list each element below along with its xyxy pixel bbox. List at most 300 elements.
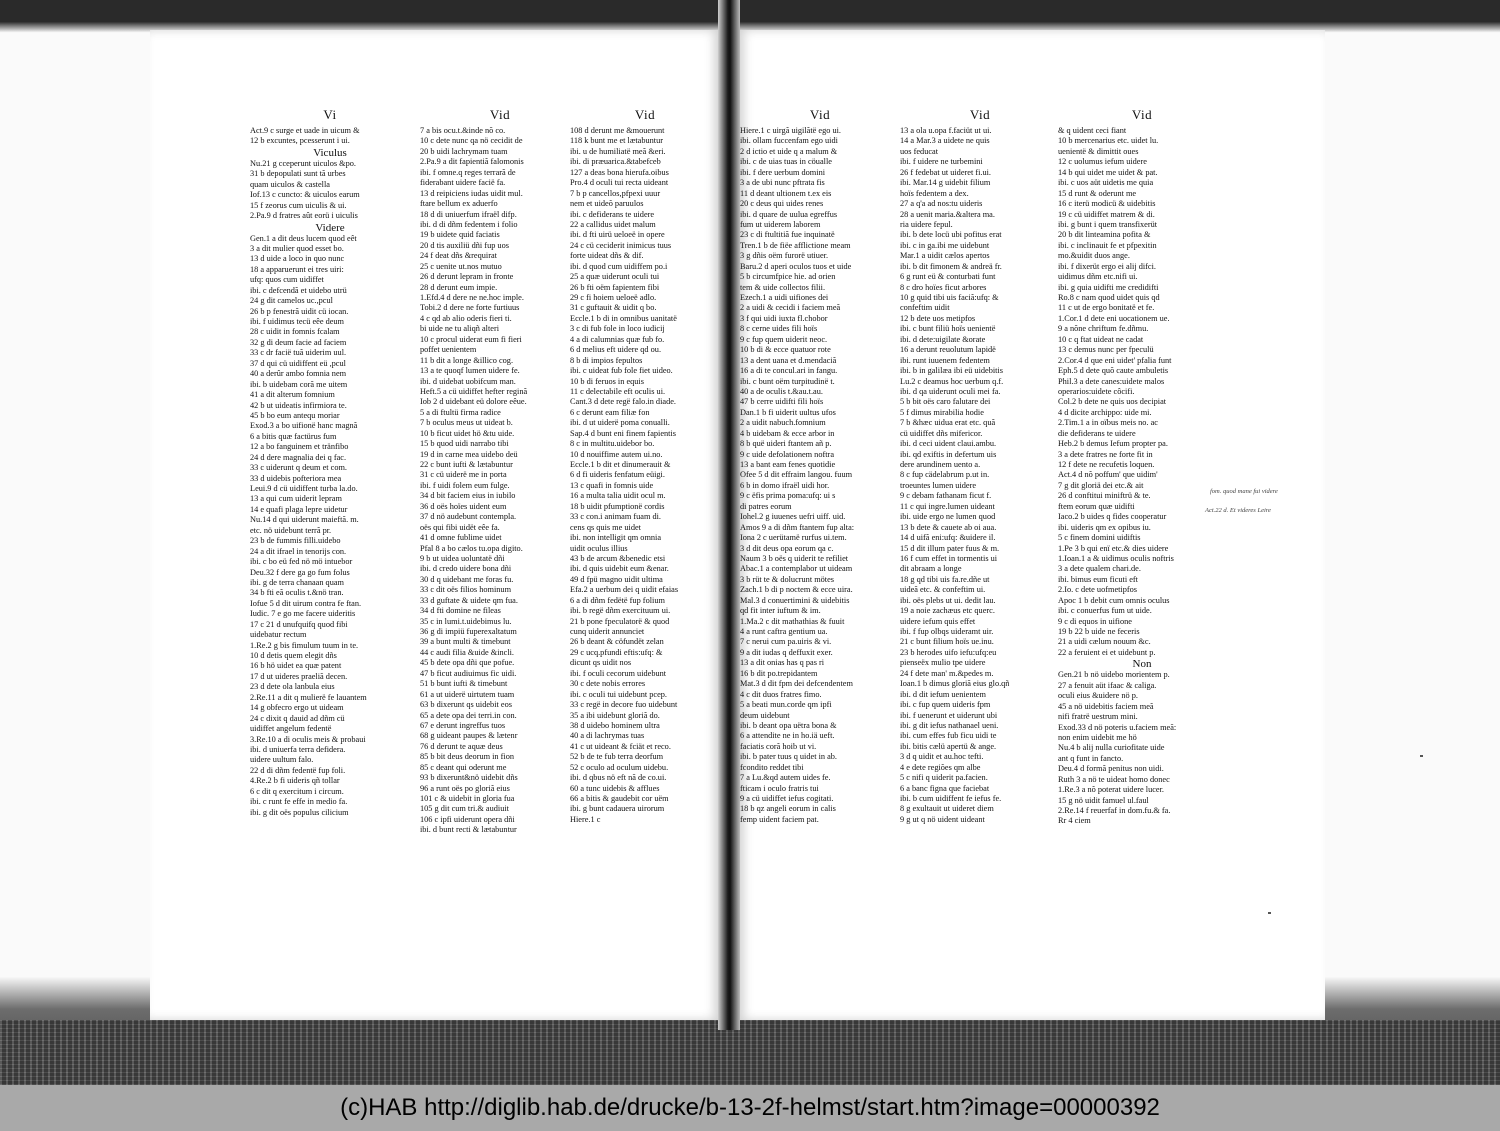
book-gutter: [718, 0, 740, 1030]
concordance-line: 21 a uidi cælum nouum &c.: [1058, 637, 1151, 647]
concordance-line: 2.Re.14 f reuerfaf in dom.fu.& fa.: [1058, 806, 1171, 815]
concordance-line: 2.Pa.9 d fratres aût eorü i uiculis: [250, 211, 358, 221]
concordance-line: 9 c fup quem uiderit neoc.: [740, 334, 828, 344]
concordance-line: 1.Ma.2 c dit mathathias & fuuit: [740, 616, 845, 626]
concordance-line: Rr 4 ciem: [1058, 816, 1091, 826]
concordance-line: 3.Re.10 a di oculis meis & probaui: [250, 734, 366, 744]
concordance-line: Nu.21 g cceperunt uiculos &po.: [250, 158, 356, 168]
concordance-line: 1.Re.2 g bis fimulum tuum in te.: [250, 640, 359, 650]
concordance-line: 33 c dit oës filios hominum: [420, 585, 512, 595]
concordance-line: 1.Re.3 a nõ poterat uidere lucer.: [1058, 785, 1164, 795]
concordance-line: forte uideat dñs & dif.: [570, 251, 644, 261]
concordance-line: 12 a bo fanguinem et tränfibo: [250, 442, 349, 452]
concordance-line: Tren.1 b de fiëe afflictione meam: [740, 240, 851, 250]
concordance-line: 3 g dñis oëm furorë utiuer.: [740, 251, 829, 261]
concordance-line: ibi. g dit iefus nathanael ueni.: [900, 720, 999, 730]
concordance-line: Gen.21 b nö uidebo morientem p.: [1058, 670, 1170, 680]
concordance-line: Sap.4 d bunt eni finem fapientis: [570, 428, 676, 438]
concordance-line: 2 a uidi & cecidi i faciem meã: [740, 303, 841, 313]
concordance-line: ibi. c defiderans te uidere: [570, 209, 655, 219]
concordance-line: 10 c q ftat uideat ne cadat: [1058, 334, 1144, 344]
column-running-head: Vi: [323, 108, 337, 122]
concordance-line: 14 g obfecro ergo ut uideam: [250, 703, 344, 713]
concordance-line: Ezech.1 a uidi uifiones dei: [740, 293, 829, 302]
column-running-head: Vid: [809, 108, 831, 122]
concordance-line: Exod.33 d nö poteris u.faciem meã:: [1058, 722, 1177, 732]
entry-heading: Viculus: [313, 146, 347, 159]
concordance-line: 4 b uidebam & ecce arbor in: [740, 428, 835, 438]
concordance-line: 5 c finem domini uidiftis: [1058, 533, 1141, 543]
concordance-line: 33 d guftate & uidete qm fua.: [420, 595, 518, 605]
concordance-line: 12 c uolumus iefum uidere: [1058, 157, 1147, 167]
concordance-line: 6 g runt eü & conturbati funt: [900, 272, 996, 282]
concordance-line: oës qui fibi uidët eêe fa.: [420, 522, 500, 532]
concordance-line: 22 c bunt iufti & lætabuntur: [420, 460, 513, 469]
concordance-line: 2.Re.11 a dit q mulierë fe lauantem: [250, 692, 367, 702]
concordance-line: 13 a bant eam fenes quotidie: [740, 460, 836, 469]
concordance-line: 52 b de te fub terra deorfum: [570, 752, 664, 762]
concordance-line: Mal.3 d conuertimini & uidebitis: [740, 595, 850, 605]
concordance-line: mo.&uidit duos ange.: [1058, 251, 1130, 261]
concordance-line: 10 g quid tibi uis faciã:ufq: &: [900, 293, 999, 302]
concordance-line: nifi fratrë uestrum mini.: [1058, 712, 1138, 722]
concordance-line: 14 d uifã eni:ufq: &uidere il.: [900, 533, 996, 543]
concordance-line: Act.4 d nõ poffum' que uidim': [1058, 470, 1158, 480]
concordance-line: 3 f qui uidi iuxta fl.chobor: [740, 313, 828, 323]
concordance-line: 24 g dit camelos uc.,pcul: [250, 296, 333, 306]
concordance-line: 1.Efd.4 d dere ne ne.hoc imple.: [420, 293, 524, 302]
concordance-line: 2 a uidit nabuch.fomnium: [740, 418, 826, 428]
concordance-line: Eph.5 d dete quõ caute ambuletis: [1058, 366, 1169, 376]
concordance-line: 10 d detis quem elegit dñs: [250, 651, 337, 660]
concordance-line: 20 b dit linteamina pofita &: [1058, 230, 1151, 240]
concordance-line: 10 b di & ecce quatuor rote: [740, 345, 831, 355]
concordance-line: 4 a runt caftra gentium ua.: [740, 627, 828, 636]
scan-edge-noise: [0, 1020, 1500, 1085]
concordance-line: 8 c dro hoïes ficut arbores: [900, 282, 987, 292]
concordance-line: tem & uide collectos filii.: [740, 282, 826, 292]
concordance-line: 5 b circumfpice hie. ad orien: [740, 272, 836, 282]
concordance-line: 10 d nouiffime autem ui.no.: [570, 449, 663, 459]
concordance-line: 19 b uidete quid faciatis: [420, 230, 500, 240]
concordance-line: 108 d derunt me &mouerunt: [570, 126, 665, 135]
concordance-line: ibi. c bunt oëm turpitudinë t.: [740, 376, 835, 386]
concordance-line: Iof.13 c cuncto: & uiculos earum: [250, 190, 360, 200]
concordance-line: & q uident ceci fiant: [1058, 126, 1127, 135]
concordance-line: 3 a dete fratres ne forte fit in: [1058, 449, 1153, 459]
concordance-line: Exod.3 a bo uifionë hanc magnã: [250, 421, 358, 431]
concordance-line: ibi. c de uias tuas in cöualle: [740, 157, 832, 167]
concordance-line: ibi. d quare de uulua egreffus: [740, 209, 838, 219]
concordance-line: 8 b quë uideri ftantem añ p.: [740, 439, 832, 449]
concordance-line: ibi. f uidi folem eum fulge.: [420, 480, 510, 490]
concordance-line: 13 d uide a loco in quo nunc: [250, 254, 345, 264]
concordance-line: dicunt qs uidit nos: [570, 658, 632, 668]
concordance-line: Hiere.1 c uirgã uigilãtë ego ui.: [740, 126, 841, 135]
concordance-line: Eccle.1 b dit et dinumerauit &: [570, 460, 671, 469]
concordance-line: Lu.2 c deamus hoc uerbum q.f.: [900, 376, 1004, 386]
concordance-line: 47 b ficut audiuimus fic uidi.: [420, 668, 517, 678]
concordance-line: 30 d q uidebant me foras fu.: [420, 574, 514, 584]
concordance-line: Ruth 3 a nö te uideat homo donec: [1058, 774, 1170, 784]
concordance-line: uos feducat: [900, 146, 939, 156]
concordance-line: 7 b &hæc uidua erat etc. quã: [900, 418, 996, 428]
concordance-line: ftare bellum ex aduerfo: [420, 199, 498, 209]
concordance-line: ibi. d quod cum uidiffem po.i: [570, 261, 668, 271]
concordance-line: Mar.1 a uidit cælos apertos: [900, 251, 990, 261]
concordance-line: Pro.4 d oculi tui recta uideant: [570, 178, 669, 188]
concordance-line: 33 c con.i animam fuam di.: [570, 512, 662, 522]
concordance-line: 11 b dit a longe &illico cog.: [420, 355, 514, 365]
concordance-line: cunq uiderit annunciet: [570, 627, 645, 636]
scan-speck: [1420, 755, 1423, 757]
concordance-line: ibi. b dete locü ubi pofitus erat: [900, 230, 1002, 240]
concordance-line: 101 c & uidebit in gloria fua: [420, 794, 515, 803]
concordance-line: 9 c ëfis prima poma:ufq: ui s: [740, 491, 836, 501]
concordance-line: bi uide ne tu aliqñ alteri: [420, 324, 500, 334]
concordance-line: 6 a bitis quæ factürus fum: [250, 431, 337, 441]
concordance-line: ibi. f fup olbqs uideramt uir.: [900, 627, 994, 636]
concordance-line: 19 c cü uidiffet matrem & di.: [1058, 209, 1155, 219]
concordance-line: 17 d ut uideres praeliã decen.: [250, 671, 348, 681]
concordance-line: ibi. d dete:uigilate &orate: [900, 334, 986, 344]
concordance-line: 20 d tis auxiliü dñi fup uos: [420, 240, 509, 250]
concordance-line: 24 a dit ifrael in tenorijs con.: [250, 546, 347, 556]
concordance-line: Ofee 5 d dit effraim langou. fuum: [740, 470, 853, 480]
concordance-line: Gen.1 a dit deus lucem quod eêt: [250, 233, 357, 243]
concordance-line: 38 d uidebo hominem ultra: [570, 720, 660, 730]
concordance-line: 40 a di lachrymas tuas: [570, 731, 645, 741]
concordance-line: 34 b fti eã oculis t.&nö tran.: [250, 588, 344, 598]
concordance-line: ria uidere fepul.: [900, 219, 953, 229]
concordance-line: Deu.32 f dere ga go fum folus: [250, 567, 350, 577]
concordance-line: ibi. c runt fe effe in medio fa.: [250, 797, 348, 807]
concordance-line: 37 d nö audebunt contempla.: [420, 512, 517, 522]
concordance-line: Iob 2 d uidebant eü dolore eêue.: [420, 397, 527, 407]
concordance-line: 33 c uiderunt q deum et com.: [250, 463, 348, 473]
concordance-line: 18 b qz angeli eorum in calis: [740, 804, 836, 814]
concordance-line: 14 a Mar.3 a uidete ne quis: [900, 136, 990, 146]
concordance-line: Baru.2 d aperi oculos tuos et uide: [740, 261, 852, 271]
concordance-line: 11 d deant ultionem t.ex eis: [740, 188, 832, 198]
concordance-line: 13 c quafi in fomnis uide: [570, 480, 654, 490]
concordance-line: 3 c di fub fole in loco iudicij: [570, 324, 665, 334]
text-column-4: [740, 108, 900, 825]
concordance-line: 23 c di ftultitiã fue inquinatë: [740, 230, 835, 240]
concordance-line: Abac.1 a contemplabor ut uideam: [740, 564, 853, 574]
concordance-line: ibi. g bunt cadauera uirorum: [570, 804, 665, 814]
concordance-line: Iudic. 7 e go me facere uideritis: [250, 609, 356, 619]
concordance-line: 8 b di impios fepultos: [570, 355, 643, 365]
concordance-line: 8 g exultauit ut uideret diem: [900, 804, 994, 814]
concordance-line: 51 b bunt iufti & timebunt: [420, 679, 508, 689]
concordance-line: fum ut uiderem laborem: [740, 219, 821, 229]
concordance-line: 106 c ipfi uiderunt opera dñi: [420, 814, 515, 824]
concordance-line: ibi. d qa uiderunt oculi mei fa.: [900, 386, 1001, 396]
concordance-line: 26 b p fenestrã uidit cü iocan.: [250, 306, 349, 316]
concordance-line: ibi. f dere uerbum domini: [740, 167, 826, 177]
concordance-line: Pfal 8 a bo cælos tu.opa digito.: [420, 543, 523, 553]
concordance-line: ibi. d qbus nö eft nã de co.ui.: [570, 773, 667, 783]
concordance-line: 25 c uenite ut.nos mutuo: [420, 261, 502, 271]
concordance-line: ibi. f oculi cecorum uidebunt: [570, 668, 667, 678]
concordance-line: Tobi.2 d dere ne forte furtiuus: [420, 303, 520, 313]
concordance-line: 23 d dete ola lanbula eius: [250, 682, 335, 692]
concordance-line: ibi. g bunt i quem transfixerüt: [1058, 219, 1158, 229]
concordance-line: hoïs fedentem a dex.: [900, 188, 969, 198]
concordance-line: Eccle.1 b di in omnibus uanitatë: [570, 313, 677, 323]
concordance-line: 12 b excuntes, pcesserunt i ui.: [250, 136, 350, 146]
concordance-line: ibi. di præuarica.&tabefceb: [570, 157, 661, 167]
concordance-line: 8 c in multitu.uidebor bo.: [570, 439, 655, 449]
concordance-line: 7 a Lu.&qd autem uides fe.: [740, 773, 831, 783]
concordance-line: 10 b di feruos in equis: [570, 376, 644, 386]
concordance-line: 42 b ut uideatis infirmiora te.: [250, 400, 347, 410]
scan-speck: [1268, 912, 1271, 914]
concordance-line: 25 a quæ uiderunt oculi tui: [570, 272, 660, 282]
concordance-line: 7 b p cancellos,pfpexi uuur: [570, 188, 661, 198]
concordance-line: 6 a di dñm fedëtë fup folium: [570, 595, 665, 605]
concordance-line: ibi. f uenerunt et uiderunt ubi: [900, 710, 998, 720]
concordance-line: Deu.4 d formã penitus non uidi.: [1058, 764, 1164, 774]
concordance-line: 21 b pone fpeculatorë & quod: [570, 616, 670, 626]
concordance-line: Iaco.2 b uides q fides cooperatur: [1058, 512, 1167, 522]
concordance-line: 9 a cü uidiffet iefus cogitati.: [740, 794, 834, 803]
concordance-line: uidit oculus illius: [570, 543, 628, 553]
concordance-line: ant q funt in fancto.: [1058, 753, 1124, 763]
concordance-line: dere arundinem uento a.: [900, 460, 981, 469]
concordance-line: 3 b rüt te & dolucrunt mötes: [740, 574, 835, 584]
concordance-line: 6 c dit q exercitum i circum.: [250, 786, 344, 796]
concordance-line: ibi. f uidere ne turbemini: [900, 157, 983, 167]
concordance-line: ibi. b regë dñm exercituum ui.: [570, 606, 671, 616]
concordance-line: Iona 2 c uerütamë rurfus ui.tem.: [740, 533, 847, 543]
concordance-line: 16 b hö uidet ea quæ patent: [250, 661, 342, 671]
concordance-line: 11 c delectabile eft oculis ui.: [570, 386, 666, 396]
concordance-line: 9 c di equos in uifione: [1058, 616, 1132, 626]
column-running-head: Vid: [1131, 108, 1153, 122]
concordance-line: 2.Tim.1 a in oïbus meis no. ac: [1058, 418, 1158, 428]
concordance-line: ibi. b dit fimonem & andreä fr.: [900, 261, 1002, 271]
concordance-line: 29 c ucq.pfundi eftis:ufq: &: [570, 647, 663, 657]
concordance-line: operarios:uidete côcifi.: [1058, 386, 1135, 396]
column-running-head: Vid: [489, 108, 511, 122]
concordance-line: 24 f deat dñs &requirat: [420, 251, 497, 261]
concordance-line: 18 b uidit pfumptionë cordis: [570, 501, 665, 511]
concordance-line: etc. nö uidebunt terrã pr.: [250, 525, 332, 535]
concordance-line: Naum 3 b oës q uiderit te refiliet: [740, 553, 849, 563]
concordance-line: 9 a dit iudas q deffuxit exer.: [740, 647, 833, 657]
concordance-line: 13 a qui cum uiderit lepram: [250, 494, 342, 504]
text-column-1: [250, 108, 410, 818]
concordance-line: 40 a derûr ambo fomnia nem: [250, 369, 347, 379]
text-column-6: [1058, 108, 1226, 827]
concordance-line: ibi. c fup quem uideris fpm: [900, 700, 991, 710]
concordance-line: 5 f dimus mirabilia hodie: [900, 407, 984, 417]
concordance-line: 5 b bit oës caro falutare dei: [900, 397, 991, 407]
concordance-line: 3 a de ubi nunc pftrata fis: [740, 178, 825, 188]
concordance-line: 5 a beati mun.corde qm ipfi: [740, 700, 832, 710]
entry-heading: Non: [1132, 658, 1152, 671]
concordance-line: Mat.3 d dit fpm dei defcendentem: [740, 679, 853, 689]
concordance-line: 13 c demus nunc per fpeculü: [1058, 345, 1154, 355]
concordance-line: 2.Cor.4 d que eni uidet' pfalia funt: [1058, 355, 1172, 365]
concordance-line: ufq: quos cum uidiffet: [250, 275, 324, 285]
concordance-line: ibi. d fti uirü ueloeë in opere: [570, 230, 665, 240]
concordance-line: ibi. bimus eum ficuti eft: [1058, 574, 1138, 584]
concordance-line: 31 c guftauit & uidit q bo.: [570, 303, 657, 313]
concordance-line: 11 c qui ingre.lumen uideant: [900, 501, 995, 511]
concordance-line: 8 c fup cädelabrum p.ut in.: [900, 470, 990, 480]
concordance-line: 7 g dit gloriä dei etc.& ait: [1058, 480, 1144, 490]
concordance-line: 7 c nerui cum pa.uiris & vi.: [740, 637, 832, 647]
concordance-line: 4.Re.2 b fi uideris qñ tollar: [250, 776, 340, 786]
concordance-line: Amos 9 a di dñm ftantem fup alta:: [740, 522, 855, 532]
concordance-line: 40 a de oculis t.&au.t.au.: [740, 386, 823, 396]
concordance-line: 29 c fi hoiem ueloeë adlo.: [570, 293, 657, 302]
concordance-line: 2.Io. c dete uofmetipfos: [1058, 585, 1138, 595]
concordance-line: 26 f fedebat ut uideret fi.ui.: [900, 167, 992, 177]
concordance-line: 28 c uidit in fomnis fcalam: [250, 327, 340, 337]
concordance-line: 66 a bitis & gaudebit cor uëm: [570, 794, 669, 803]
concordance-line: 2 d ictio et uide q a malum &: [740, 146, 838, 156]
concordance-line: 5 c nifi q uiderit pa.facien.: [900, 773, 988, 783]
concordance-line: Leui.9 d cü uidiffent turba la.do.: [250, 484, 358, 493]
concordance-line: ibi. d ceci uident claui.ambu.: [900, 439, 997, 449]
concordance-line: 9 b ut uidea uoluntatë dñi: [420, 553, 505, 563]
concordance-line: 24 d dere magnalia dei q fac.: [250, 452, 347, 462]
concordance-line: 36 g di impiü fuperexaltatum: [420, 627, 517, 636]
concordance-line: 6 a attendite ne in ho.iä ueft.: [740, 731, 835, 741]
concordance-line: ibi. c oculi tui uidebunt pcep.: [570, 689, 668, 699]
concordance-line: 33 c dr facië tuã uiderim uul.: [250, 348, 347, 358]
concordance-line: 10 b ficut uidet hö &tu uide.: [420, 428, 515, 438]
concordance-line: 16 a di te concul.ari in fangu.: [740, 366, 838, 376]
concordance-line: uenientë & dimittit oues: [1058, 146, 1139, 156]
concordance-line: ibi. non intelligit qm omnia: [570, 533, 662, 543]
concordance-line: 28 a uenit maria.&altera ma.: [900, 209, 995, 219]
concordance-line: 45 b bo eum antequ moriar: [250, 410, 340, 420]
concordance-line: 5 a di ftultü firma radice: [420, 407, 501, 417]
concordance-line: 47 b cerre uidifti fili hoïs: [740, 397, 824, 407]
concordance-line: 4 c dit duos fratres fimo.: [740, 689, 822, 699]
concordance-line: 15 b quod uidi narrabo tibi: [420, 439, 509, 449]
concordance-line: 76 d derunt te aquæ deus: [420, 741, 503, 751]
concordance-line: 41 a dit alterum fomnium: [250, 390, 335, 400]
concordance-line: 3 d q uidit et au.hoc tefti.: [900, 752, 984, 762]
concordance-line: 15 d runt & oderunt me: [1058, 188, 1137, 198]
concordance-line: Nu.4 b alij nulla curiofitate uide: [1058, 743, 1165, 753]
concordance-line: ibi. d bunt recti & lætabuntur: [420, 825, 517, 835]
concordance-line: 21 c bunt filium hoïs ue.inu.: [900, 637, 994, 647]
concordance-line: 31 b depopulati sunt tã urbes: [250, 169, 346, 179]
concordance-line: ibi. c uos aüt uidetis me quia: [1058, 178, 1154, 188]
concordance-line: 9 c debam fathanam ficut f.: [900, 491, 992, 501]
concordance-line: uidebatur rectum: [250, 630, 307, 640]
concordance-line: ibi. c in ga.ibi me uidebunt: [900, 240, 990, 250]
concordance-line: Dan.1 b fi uiderit uultus ufos: [740, 407, 836, 417]
concordance-line: 27 a q'a ad nos:tu uideris: [900, 199, 983, 209]
concordance-line: Nu.14 d qui uiderunt maieftã. m.: [250, 515, 359, 525]
concordance-line: ibi. runt iuuenem fedentem: [900, 355, 990, 365]
concordance-line: 36 d oës hoïes uident eum: [420, 501, 507, 511]
concordance-line: 39 a bunt multi & timebunt: [420, 637, 511, 647]
concordance-line: 16 f cum effet in tormentis ui: [900, 553, 998, 563]
concordance-line: ftem eorum quæ uidifti: [1058, 501, 1135, 511]
concordance-line: 63 b dixerunt qs uidebit eos: [420, 700, 512, 710]
concordance-line: 9 g ut q nö uident uideant: [900, 814, 985, 824]
concordance-line: 10 c dete nunc qa nö cecidit de: [420, 136, 523, 146]
concordance-line: ibi. g dit oës populus cilicium: [250, 807, 349, 817]
margin-note-2: Act.22 d. Et videres Leire: [1205, 507, 1271, 514]
concordance-line: di patres eorum: [740, 501, 792, 511]
concordance-line: ibi. oës plebs ut ui. dedit lau.: [900, 595, 996, 605]
concordance-line: 28 d derunt eum impie.: [420, 282, 498, 292]
concordance-line: 13 a dit onias has q pas ri: [740, 658, 825, 668]
concordance-line: 3 d dit deus opa eorum qa c.: [740, 543, 834, 553]
concordance-line: Efa.2 a uerbum dei q uidit efaias: [570, 585, 679, 595]
concordance-line: non enim uidebit me hö: [1058, 732, 1137, 742]
concordance-line: 10 b mercenarius etc. uidet lu.: [1058, 136, 1159, 146]
concordance-line: ibi. d dit iefum uenientem: [900, 689, 986, 699]
concordance-line: Iofue 5 d dit uirum contra fe ftan.: [250, 598, 362, 608]
concordance-line: 33 c regë in decore fuo uidebunt: [570, 700, 678, 710]
concordance-line: ibi. g de terra chanaan quam: [250, 577, 344, 587]
concordance-line: 11 c ut de ergo bonitatë et fe.: [1058, 303, 1155, 313]
concordance-line: 2.Pa.9 a dit fapientiã falomonis: [420, 157, 524, 167]
concordance-line: 60 a tunc uidebis & afflues: [570, 783, 660, 793]
concordance-line: 85 c deant qui oderunt me: [420, 762, 507, 772]
concordance-line: ibi. ollam fuccenfam ego uidi: [740, 136, 838, 146]
concordance-line: Col.2 b dete ne quis uos decipiat: [1058, 397, 1167, 407]
concordance-line: 37 d qui cü uidiffent eü ,pcul: [250, 358, 346, 368]
concordance-line: 44 c audi filia &uide &incli.: [420, 647, 515, 657]
concordance-line: 67 e derunt ingreffus tuos: [420, 720, 506, 730]
concordance-line: 6 b in domo ifraël uidi hor.: [740, 480, 830, 490]
concordance-line: nem et uideõ paruulos: [570, 199, 644, 209]
concordance-line: 24 c dixit q dauid ad dñm cü: [250, 713, 345, 723]
concordance-line: ibi. d ut uiderë poma conualli.: [570, 418, 670, 428]
concordance-line: 32 g di deum facie ad faciem: [250, 337, 347, 347]
concordance-line: ibi. g quia uidifti me credidifti: [1058, 282, 1159, 292]
concordance-line: 18 a apparuerunt ei tres uiri:: [250, 264, 344, 274]
concordance-line: 23 b herodes uifo iefu:ufq:eu: [900, 647, 997, 657]
concordance-line: 7 a bis ocu.t.&inde nõ co.: [420, 126, 506, 135]
concordance-line: 65 a dete opa dei terri.in con.: [420, 710, 517, 720]
concordance-line: 13 d reipiciens iudas uidit mul.: [420, 188, 523, 198]
concordance-line: confeftim uidit: [900, 303, 950, 313]
concordance-line: 26 d derunt lepram in fronte: [420, 272, 514, 282]
concordance-line: 34 d fti domine ne fileas: [420, 606, 501, 616]
margin-note-1: fom. quod mane fui videre: [1210, 488, 1278, 495]
concordance-line: 22 d di dñm fedentë fup foli.: [250, 765, 346, 775]
concordance-line: pienseëx mulio tpe uidere: [900, 658, 986, 668]
concordance-line: ibi. b deant opa uëtra bona &: [740, 720, 837, 730]
concordance-line: Phil.3 a dete canes:uidete malos: [1058, 376, 1165, 386]
concordance-line: ibi. b cum uidiffent fe iefus fe.: [900, 794, 1002, 803]
concordance-line: 4 e dete regiões qm albe: [900, 762, 981, 772]
concordance-line: Cant.3 d dete regë falo.in diade.: [570, 397, 676, 407]
concordance-line: qd fit inter iuftum & im.: [740, 606, 821, 616]
concordance-line: dit abraam a longe: [900, 564, 962, 574]
concordance-line: 22 a feruient ei et uidebunt p.: [1058, 647, 1156, 657]
concordance-line: 15 f zeorus cum uiculis & ui.: [250, 200, 347, 210]
concordance-line: ibi. c bo eü fed nö mö intuebor: [250, 557, 353, 567]
concordance-line: 16 a multa talia uidit ocul m.: [570, 491, 666, 501]
concordance-line: 9 a nõne chriftum fe.dñmu.: [1058, 324, 1149, 334]
concordance-line: ibi. c bunt filiü hoïs uenientë: [900, 324, 996, 334]
concordance-line: uideã etc. & confeftim ui.: [900, 585, 986, 595]
